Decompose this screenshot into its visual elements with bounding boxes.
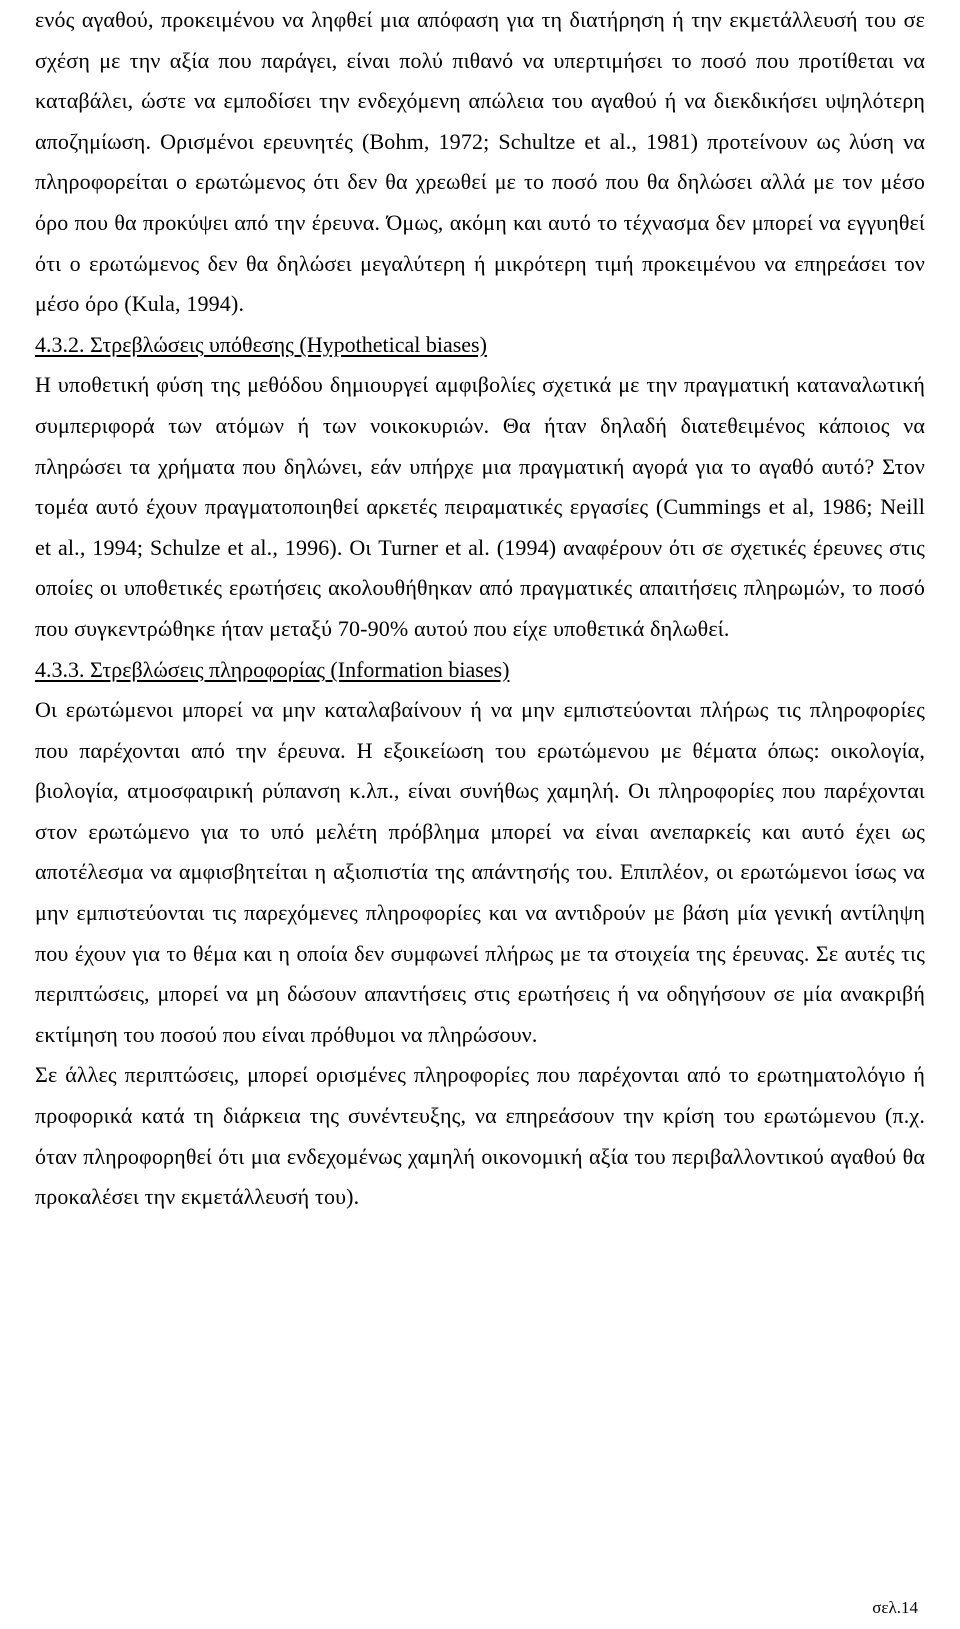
document-page [35,0,925,1218]
section-heading-4-3-3: 4.3.3. Στρεβλώσεις πληροφορίας (Information biases) [35,656,510,682]
body-paragraph: Σε άλλες περιπτώσεις, μπορεί ορισμένες πληροφορίες που παρέχονται από το ερωτηματολόγιο ή προφορικά κατά τη διάρκεια της συνέντευξης, να επηρεάσουν την κρίση του ερωτώμενου (π.χ. όταν πληροφορηθεί ότι μια ενδεχομένως χαμηλή οικονομική αξία του περιβαλλοντικού αγαθού θα προκαλέσει την εκμετάλλευσή του). [35,1062,925,1210]
body-paragraph: ενός αγαθού, προκειμένου να ληφθεί μια απόφαση για τη διατήρηση ή την εκμετάλλευσή του σε σχέση με την αξία που παράγει, είναι πολύ πιθανό να υπερτιμήσει το ποσό που προτίθεται να καταβάλει, ώστε να εμποδίσει την ενδεχόμενη απώλεια του αγαθού ή να διεκδικήσει υψηλότερη αποζημίωση. Ορισμένοι ερευνητές (Bohm, 1972; Schultze et al., 1981) προτείνουν ως λύση να πληροφορείται ο ερωτώμενος ότι δεν θα χρεωθεί με το ποσό που θα δηλώσει αλλά με τον μέσο όρο που θα προκύψει από την έρευνα. Όμως, ακόμη και αυτό το τέχνασμα δεν μπορεί να εγγυηθεί ότι ο ερωτώμενος δεν θα δηλώσει μεγαλύτερη ή μικρότερη τιμή προκειμένου να επηρεάσει τον μέσο όρο (Kula, 1994). [35,7,925,317]
section-heading-4-3-2: 4.3.2. Στρεβλώσεις υπόθεσης (Hypothetical biases) [35,331,487,357]
page-number: σελ.14 [872,1598,918,1617]
body-paragraph: Οι ερωτώμενοι μπορεί να μην καταλαβαίνουν ή να μην εμπιστεύονται πλήρως τις πληροφορίες που παρέχονται από την έρευνα. Η εξοικείωση του ερωτώμενου με θέματα όπως: οικολογία, βιολογία, ατμοσφαιρική ρύπανση κ.λπ., είναι συνήθως χαμηλή. Οι πληροφορίες που παρέχονται στον ερωτώμενο για το υπό μελέτη πρόβλημα μπορεί να είναι ανεπαρκείς και αυτό έχει ως αποτέλεσμα να αμφισβητείται η αξιοπιστία της απάντησής του. Επιπλέον, οι ερωτώμενοι ίσως να μην εμπιστεύονται τις παρεχόμενες πληροφορίες και να αντιδρούν με βάση μία γενική αντίληψη που έχουν για το θέμα και η οποία δεν συμφωνεί πλήρως με τα στοιχεία της έρευνας. Σε αυτές τις περιπτώσεις, μπορεί να μη δώσουν απαντήσεις στις ερωτήσεις ή να οδηγήσουν σε μία ανακριβή εκτίμηση του ποσού που είναι πρόθυμοι να πληρώσουν. [35,697,925,1047]
body-paragraph: Η υποθετική φύση της μεθόδου δημιουργεί αμφιβολίες σχετικά με την πραγματική καταναλωτική συμπεριφορά των ατόμων ή των νοικοκυριών. Θα ήταν δηλαδή διατεθειμένος κάποιος να πληρώσει τα χρήματα που δηλώνει, εάν υπήρχε μια πραγματική αγορά για το αγαθό αυτό? Στον τομέα αυτό έχουν πραγματοποιηθεί αρκετές πειραματικές εργασίες (Cummings et al, 1986; Neill et al., 1994; Schulze et al., 1996). Οι Turner et al. (1994) αναφέρουν ότι σε σχετικές έρευνες στις οποίες οι υποθετικές ερωτήσεις ακολουθήθηκαν από πραγματικές απαιτήσεις πληρωμών, το ποσό που συγκεντρώθηκε ήταν μεταξύ 70-90% αυτού που είχε υποθετικά δηλωθεί. [35,372,925,641]
